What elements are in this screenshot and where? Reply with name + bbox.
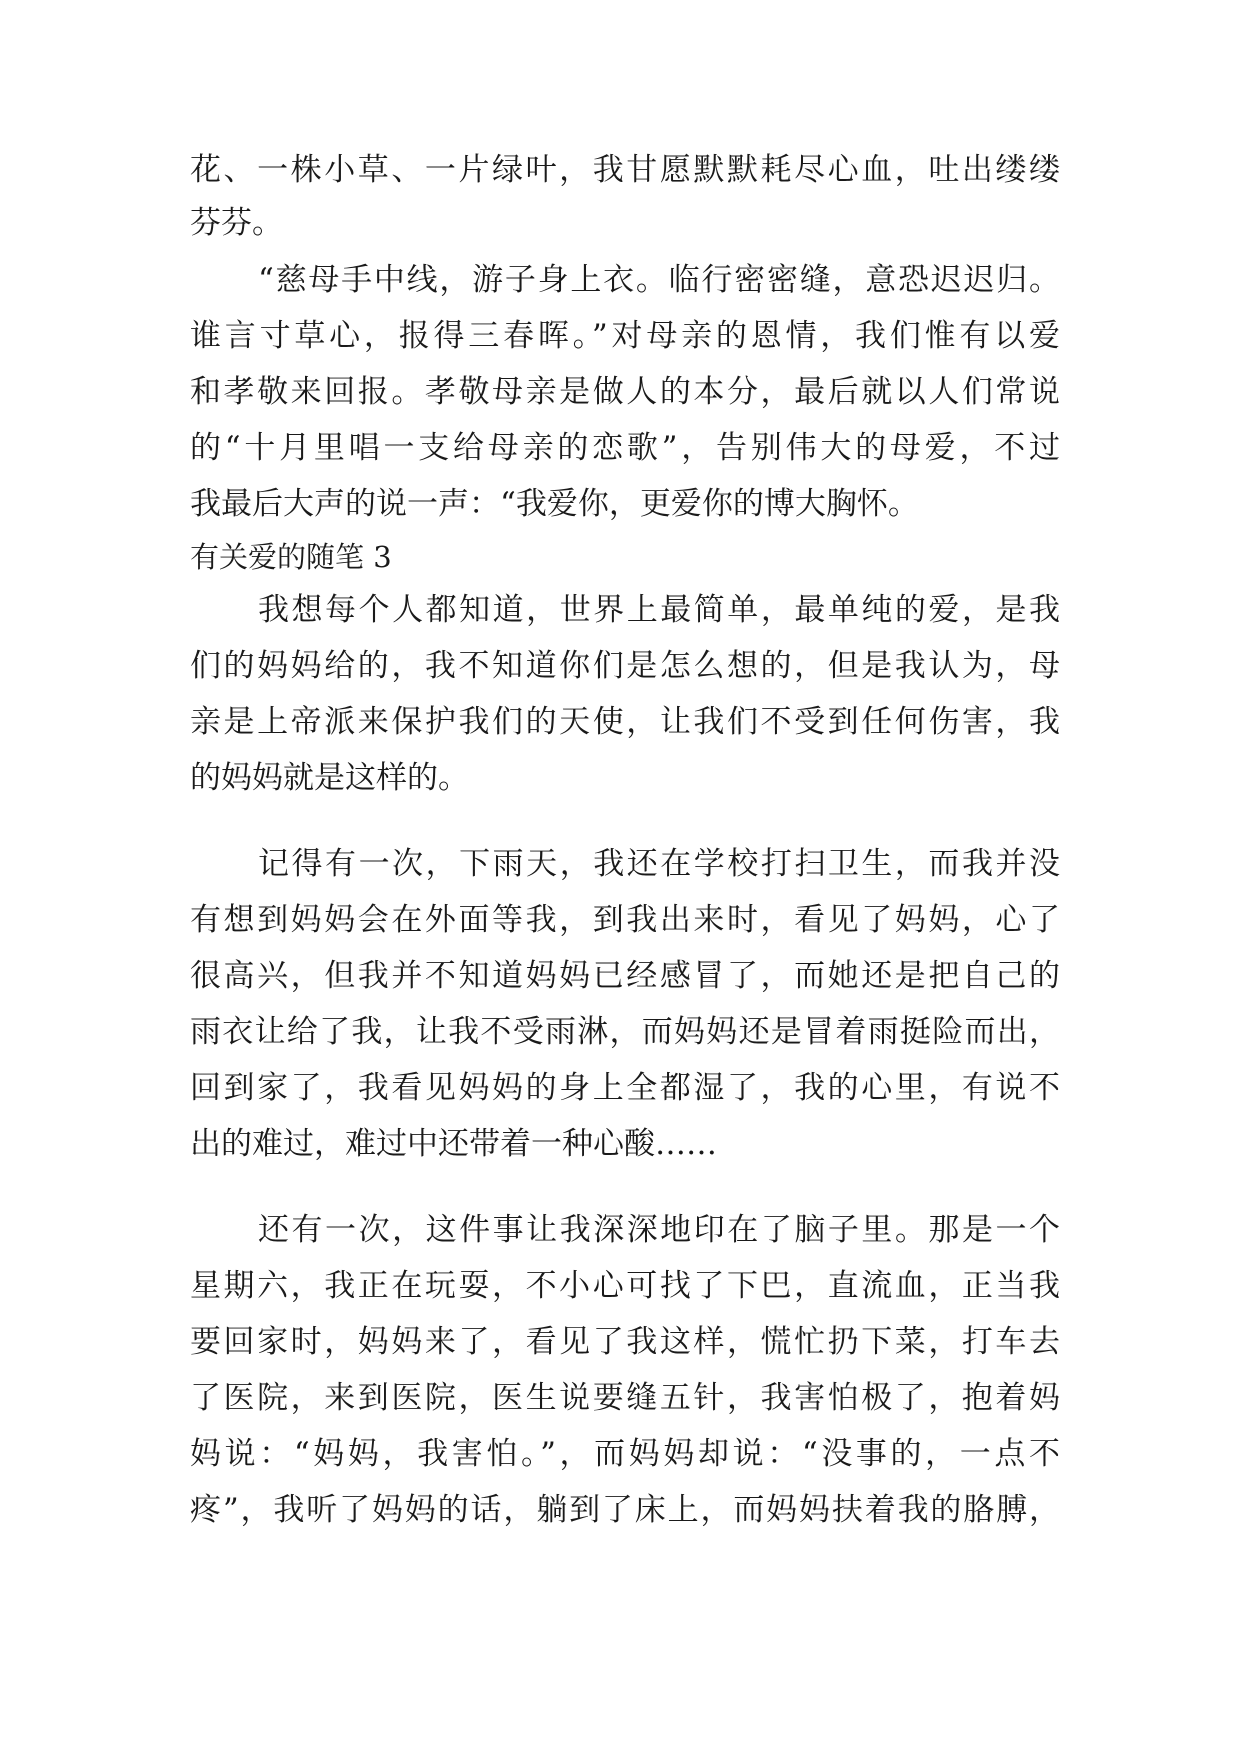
- text-line: 很高兴，但我并不知道妈妈已经感冒了，而她还是把自己的: [190, 958, 1060, 994]
- text-line: 我想每个人都知道，世界上最简单，最单纯的爱，是我: [258, 592, 1060, 628]
- text-line: 记得有一次，下雨天，我还在学校打扫卫生，而我并没: [258, 846, 1060, 882]
- text-line: 疼”，我听了妈妈的话，躺到了床上，而妈妈扶着我的胳膊，: [190, 1492, 1060, 1528]
- text-line: 我最后大声的说一声：“我爱你，更爱你的博大胸怀。: [190, 486, 919, 522]
- text-line: 有想到妈妈会在外面等我，到我出来时，看见了妈妈，心了: [190, 902, 1060, 938]
- text-line: 和孝敬来回报。孝敬母亲是做人的本分，最后就以人们常说: [190, 374, 1060, 410]
- text-line: 星期六，我正在玩耍，不小心可找了下巴，直流血，正当我: [190, 1268, 1060, 1304]
- text-line: 还有一次，这件事让我深深地印在了脑子里。那是一个: [258, 1212, 1060, 1248]
- section-heading: 有关爱的随笔 3: [190, 540, 392, 574]
- text-line: 出的难过，难过中还带着一种心酸……: [190, 1126, 717, 1162]
- text-line: 妈说：“妈妈，我害怕。”，而妈妈却说：“没事的，一点不: [190, 1436, 1060, 1472]
- text-line: 回到家了，我看见妈妈的身上全都湿了，我的心里，有说不: [190, 1070, 1060, 1106]
- text-line: 的“十月里唱一支给母亲的恋歌”，告别伟大的母爱，不过: [190, 430, 1060, 466]
- text-line: “慈母手中线，游子身上衣。临行密密缝，意恐迟迟归。: [258, 262, 1060, 298]
- text-line: 的妈妈就是这样的。: [190, 760, 469, 796]
- text-line: 谁言寸草心，报得三春晖。”对母亲的恩情，我们惟有以爱: [190, 318, 1060, 354]
- text-line: 芬芬。: [190, 205, 283, 241]
- text-line: 花、一株小草、一片绿叶，我甘愿默默耗尽心血，吐出缕缕: [190, 152, 1060, 188]
- text-line: 了医院，来到医院，医生说要缝五针，我害怕极了，抱着妈: [190, 1380, 1060, 1416]
- text-line: 雨衣让给了我，让我不受雨淋，而妈妈还是冒着雨挺险而出，: [190, 1014, 1060, 1050]
- text-line: 要回家时，妈妈来了，看见了我这样，慌忙扔下菜，打车去: [190, 1324, 1060, 1360]
- text-line: 亲是上帝派来保护我们的天使，让我们不受到任何伤害，我: [190, 704, 1060, 740]
- text-line: 们的妈妈给的，我不知道你们是怎么想的，但是我认为，母: [190, 648, 1060, 684]
